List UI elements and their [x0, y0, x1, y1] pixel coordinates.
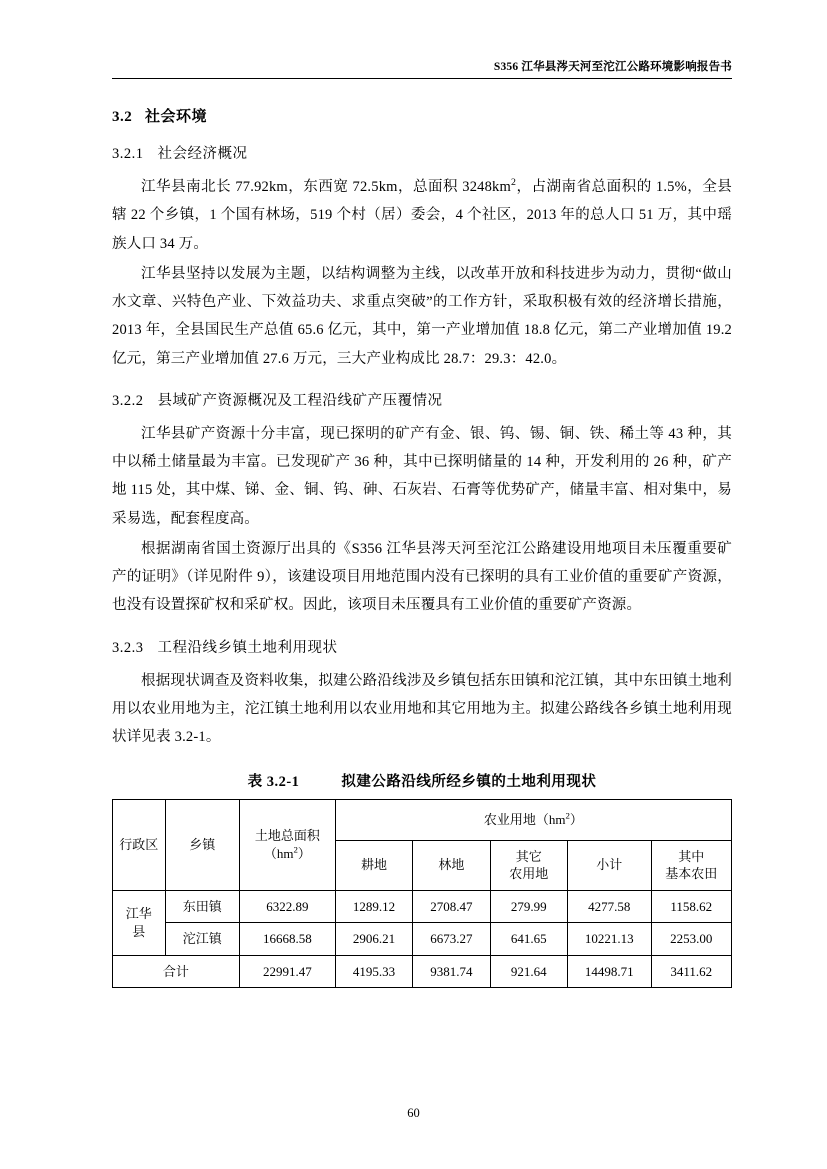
td-total: 16668.58 — [239, 923, 335, 956]
subsection-title: 县域矿产资源概况及工程沿线矿产压覆情况 — [157, 392, 443, 409]
td-subtotal: 14498.71 — [567, 955, 651, 988]
page-number: 60 — [407, 1106, 420, 1120]
td-forest: 6673.27 — [413, 923, 490, 956]
table-row — [113, 923, 732, 956]
td-admin-area-line1: 江华 — [125, 906, 152, 922]
subsection-title: 工程沿线乡镇土地利用现状 — [157, 639, 338, 656]
td-total-label: 合计 — [113, 955, 240, 988]
th-total-land-area-line1: 土地总面积 — [254, 827, 320, 843]
th-basic-farmland-line1: 其中 — [678, 848, 705, 864]
section-title: 社会环境 — [145, 109, 208, 125]
subsection-number: 3.2.2 — [112, 392, 144, 409]
th-township: 乡镇 — [165, 799, 239, 890]
th-subtotal: 小计 — [567, 840, 651, 890]
table-caption-title: 拟建公路沿线所经乡镇的土地利用现状 — [341, 773, 597, 790]
td-basic-farmland: 2253.00 — [651, 923, 732, 956]
td-basic-farmland: 1158.62 — [651, 890, 732, 923]
land-use-table — [112, 799, 732, 989]
running-header: S356 江华县涔天河至沱江公路环境影响报告书 — [493, 61, 732, 73]
td-admin-area — [113, 890, 166, 955]
paragraph: 江华县坚持以发展为主题，以结构调整为主线，以改革开放和科技进步为动力，贯彻“做山水文章、兴特色产业、下效益功夫、求重点突破”的工作方针，采取积极有效的经济增长措施，2013 年，全县国民生产总值 65.6 亿元，其中，第一产业增加值 18.8 亿元，第二产业增加值 19.2 亿元，第三产业增加值 27.6 万元，三大产业构成比 28.7：29.3：42.0。 — [112, 265, 732, 367]
th-agri-group-label: 农业用地$(hm^2)$ — [483, 810, 583, 827]
paragraph: 江华县南北长 77.92km，东西宽 72.5km，总面积 $3248km^2$，占湖南省总面积的 1.5%，全县辖 22 个乡镇，1 个国有林场，519 个村（居）委会，4 个社区，2013 年的总人口 51 万，其中瑶族人口 34 万。 — [112, 177, 732, 252]
table-total-row — [113, 955, 732, 988]
section-number: 3.2 — [112, 109, 133, 125]
td-forest: 9381.74 — [413, 955, 490, 988]
paragraph: 根据现状调查及资料收集，拟建公路沿线涉及乡镇包括东田镇和沱江镇，其中东田镇土地利用以农业用地为主，沱江镇土地利用以农业用地和其它用地为主。拟建公路线各乡镇土地利用现状详见表 3.2-1。 — [112, 672, 732, 746]
td-township: 东田镇 — [165, 890, 239, 923]
subsection-number: 3.2.3 — [112, 639, 144, 656]
subsection-heading-3-2-3 — [112, 636, 732, 657]
header-divider — [112, 78, 732, 79]
td-total: 6322.89 — [239, 890, 335, 923]
th-other-agri-line1: 其它 — [515, 848, 542, 864]
td-cultivated: 4195.33 — [335, 955, 412, 988]
td-basic-farmland: 3411.62 — [651, 955, 732, 988]
td-forest: 2708.47 — [413, 890, 490, 923]
td-other: 279.99 — [490, 890, 567, 923]
th-forest: 林地 — [413, 840, 490, 890]
paragraph: 根据湖南省国土资源厅出具的《S356 江华县涔天河至沱江公路建设用地项目未压覆重要矿产的证明》（详见附件 9），该建设项目用地范围内没有已探明的具有工业价值的重要矿产资源，也没有设置探矿权和采矿权。因此，该项目未压覆具有工业价值的重要矿产资源。 — [112, 540, 732, 614]
th-total-land-area — [239, 799, 335, 890]
section-heading-3-2 — [112, 105, 732, 126]
td-other: 641.65 — [490, 923, 567, 956]
subsection-title: 社会经济概况 — [157, 146, 248, 162]
td-cultivated: 1289.12 — [335, 890, 412, 923]
td-township: 沱江镇 — [165, 923, 239, 956]
td-subtotal: 4277.58 — [567, 890, 651, 923]
td-admin-area-line2: 县 — [132, 923, 146, 939]
paragraph: 江华县矿产资源十分丰富，现已探明的矿产有金、银、钨、锡、铜、铁、稀土等 43 种，其中以稀土储量最为丰富。已发现矿产 36 种，其中已探明储量的 14 种，开发利用的 26 种，矿产地 115 处，其中煤、锑、金、铜、钨、砷、石灰岩、石膏等优势矿产，储量丰富、相对集中，易采易选，配套程度高。 — [112, 425, 732, 527]
table-row — [113, 890, 732, 923]
table-caption-number: 表 3.2-1 — [247, 773, 300, 790]
td-total: 22991.47 — [239, 955, 335, 988]
td-cultivated: 2906.21 — [335, 923, 412, 956]
td-subtotal: 10221.13 — [567, 923, 651, 956]
th-total-land-area-unit: $(hm^2)$ — [263, 844, 311, 861]
td-other: 921.64 — [490, 955, 567, 988]
subsection-heading-3-2-1 — [112, 142, 732, 163]
th-basic-farmland-line2: 基本农田 — [665, 866, 718, 882]
th-cultivated: 耕地 — [335, 840, 412, 890]
table-header-row — [113, 799, 732, 840]
subsection-number: 3.2.1 — [112, 146, 144, 162]
th-basic-farmland — [651, 840, 732, 890]
table-caption — [112, 770, 732, 791]
th-other-agri — [490, 840, 567, 890]
th-agri-group — [335, 799, 731, 840]
page-content — [112, 58, 732, 988]
th-admin-area: 行政区 — [113, 799, 166, 890]
subsection-heading-3-2-2 — [112, 389, 732, 410]
th-other-agri-line2: 农用地 — [509, 866, 549, 882]
